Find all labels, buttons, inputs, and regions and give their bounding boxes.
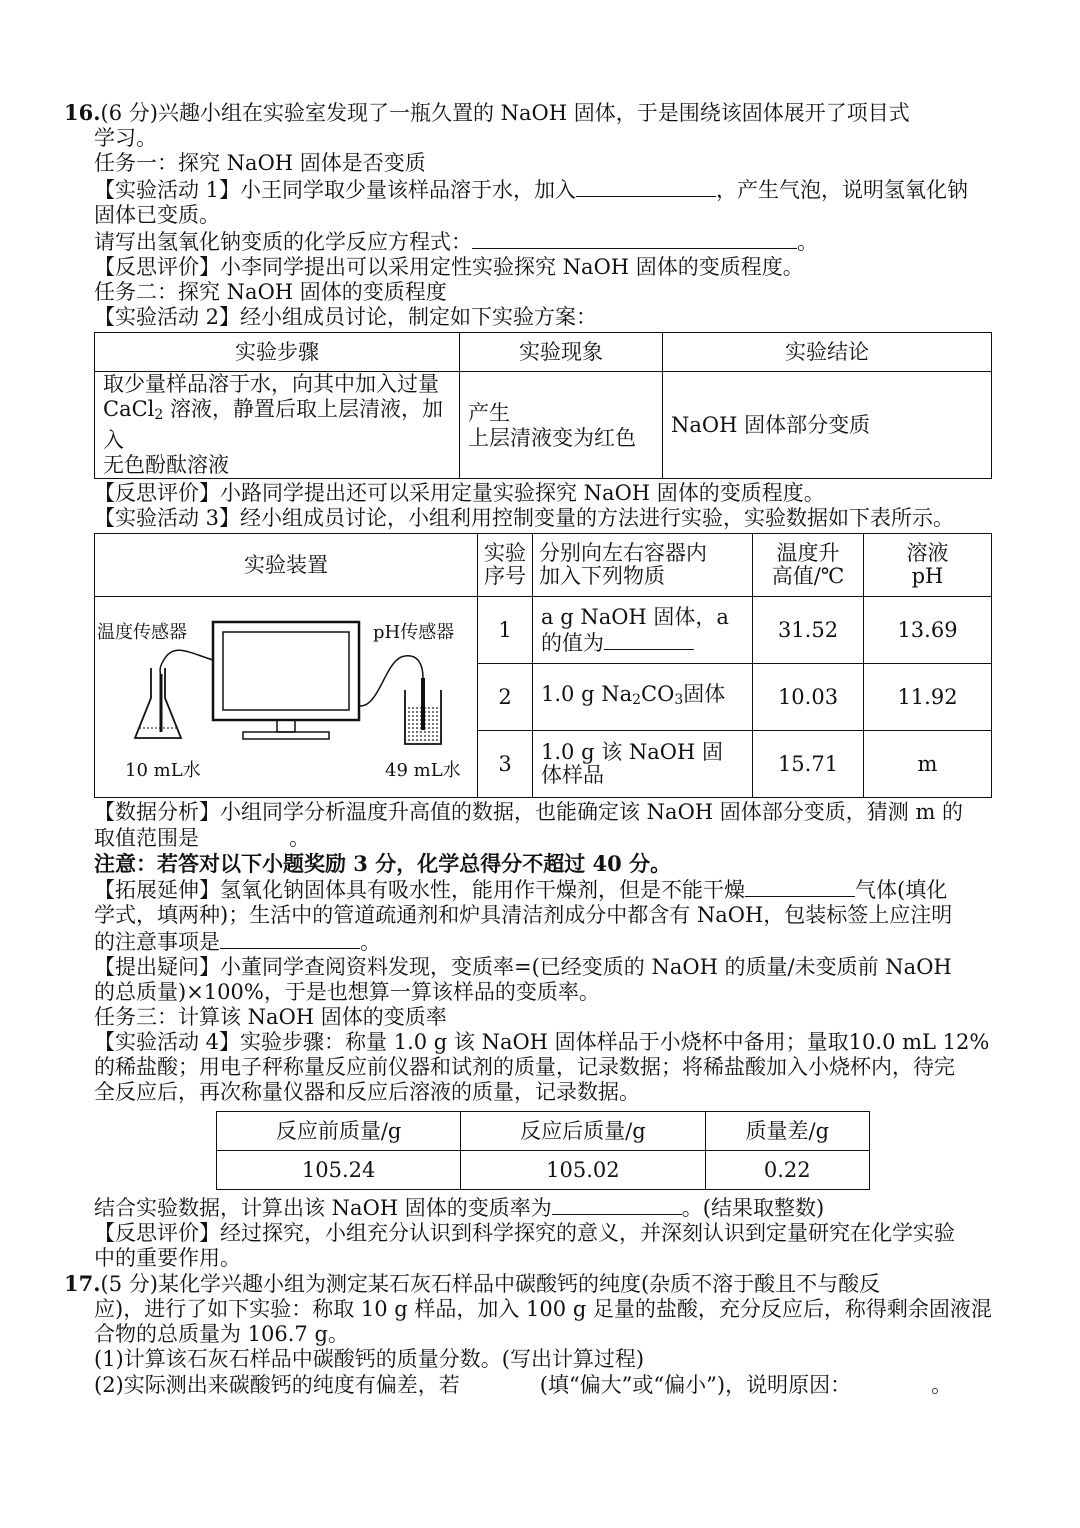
- activity4-line3: 全反应后，再次称量仪器和反应后溶液的质量，记录数据。: [94, 1080, 640, 1104]
- activity1-line2: 固体已变质。: [94, 203, 220, 227]
- q17-part2: (2)实际测出来碳酸钙的纯度有偏差，若 (填“偏大”或“偏小”)，说明原因： 。: [94, 1373, 953, 1397]
- right-water-label: 49 mL水: [385, 760, 461, 781]
- reflect3-line1: 【反思评价】经过探究，小组充分认识到科学探究的意义，并深刻认识到定量研究在化学实验: [94, 1221, 955, 1245]
- analysis-line1: 【数据分析】小组同学分析温度升高值的数据，也能确定该 NaOH 固体部分变质，猜测 m 的: [94, 800, 964, 824]
- table2-header-substance: 分别向左右容器内 加入下列物质: [533, 534, 753, 597]
- bias-answer-blank[interactable]: [460, 1372, 540, 1392]
- mass-table: [216, 1111, 870, 1190]
- table1-phenomenon-cell: 产生 上层清液变为红色: [460, 372, 663, 479]
- table1-conclusion-cell: NaOH 固体部分变质: [663, 372, 992, 479]
- q17-line2: 应)，进行了如下实验：称取 10 g 样品，加入 100 g 足量的盐酸，充分反应后，称得剩余固液混: [94, 1297, 992, 1321]
- table3-after-value: 105.02: [461, 1151, 705, 1190]
- row2-substance: 1.0 g $Na_2CO_3$固体: [533, 664, 753, 731]
- gas-answer-blank[interactable]: [745, 876, 855, 897]
- m-range-answer-blank[interactable]: [199, 825, 289, 845]
- table1-header-phenomenon: 实验现象: [460, 333, 663, 372]
- reason-answer-blank[interactable]: [851, 1372, 931, 1392]
- reflect1: 【反思评价】小李同学提出可以采用定性实验探究 NaOH 固体的变质程度。: [94, 255, 804, 279]
- row3-seq: 3: [478, 731, 533, 798]
- temp-sensor-label: 温度传感器: [97, 622, 187, 643]
- bonus-note: 注意：若答对以下小题奖励 3 分，化学总得分不超过 40 分。: [94, 851, 672, 876]
- reflect3-line2: 中的重要作用。: [94, 1246, 241, 1270]
- table1-step-cell: 取少量样品溶于水，向其中加入过量 CaCl$_2$ 溶液，静置后取上层清液，加入 无色酚酞溶液: [95, 372, 460, 479]
- table1-header-conclusion: 实验结论: [663, 333, 992, 372]
- caution-answer-blank[interactable]: [220, 928, 360, 949]
- q16-number: 16.: [64, 100, 101, 125]
- row1-substance: a g NaOH 固体，a 的值为: [533, 597, 753, 664]
- table2-header-device: 实验装置: [95, 534, 478, 597]
- row3-substance: 1.0 g 该 NaOH 固 体样品: [533, 731, 753, 798]
- monitor-icon: [213, 622, 359, 720]
- reagent-answer-blank[interactable]: [576, 176, 716, 197]
- ph-sensor-label: pH传感器: [373, 622, 455, 643]
- extend-line3: 的注意事项是 。: [94, 930, 381, 954]
- conical-flask-icon: [135, 668, 181, 738]
- exam-page: [64, 100, 994, 1398]
- apparatus-drawing: [95, 598, 475, 796]
- row2-ph: 11.92: [864, 664, 992, 731]
- table3-before-value: 105.24: [217, 1151, 461, 1190]
- left-water-label: 10 mL水: [125, 760, 201, 781]
- task3-heading: 任务三：计算该 NaOH 固体的变质率: [94, 1005, 447, 1029]
- row1-ph: 13.69: [864, 597, 992, 664]
- activity1-line1: 【实验活动 1】小王同学取少量该样品溶于水，加入 ，产生气泡，说明氢氧化钠: [94, 178, 969, 202]
- quant-table: [94, 533, 992, 798]
- equation-answer-blank[interactable]: [472, 228, 797, 249]
- row3-temp: 15.71: [753, 731, 864, 798]
- plan-table: [94, 332, 992, 479]
- row2-seq: 2: [478, 664, 533, 731]
- table1-header-steps: 实验步骤: [95, 333, 460, 372]
- task1-heading: 任务一：探究 NaOH 固体是否变质: [94, 151, 426, 175]
- activity4-line1: 【实验活动 4】实验步骤：称量 1.0 g 该 NaOH 固体样品于小烧杯中备用；量取10.0 mL 12%: [94, 1030, 990, 1054]
- table2-header-temp: 温度升 高值/℃: [753, 534, 864, 597]
- table2-header-ph: 溶液 pH: [864, 534, 992, 597]
- apparatus-diagram: [95, 598, 475, 796]
- q17-number: 17.: [64, 1271, 101, 1296]
- question-line1: 【提出疑问】小董同学查阅资料发现，变质率=(已经变质的 NaOH 的质量/未变质前 NaOH: [94, 955, 952, 979]
- table3-header-after: 反应后质量/g: [461, 1112, 705, 1151]
- q16-intro-line1: 16.(6 分)兴趣小组在实验室发现了一瓶久置的 NaOH 固体，于是围绕该固体展开了项目式: [64, 100, 910, 125]
- table2-header-seq: 实验 序号: [478, 534, 533, 597]
- phenomenon-answer-blank[interactable]: [510, 400, 610, 420]
- activity2: 【实验活动 2】经小组成员讨论，制定如下实验方案：: [94, 305, 598, 329]
- activity4-line2: 的稀盐酸；用电子秤称量反应前仪器和试剂的质量，记录数据；将稀盐酸加入小烧杯内，待完: [94, 1055, 955, 1079]
- table3-diff-value: 0.22: [705, 1151, 869, 1190]
- q17-line3: 合物的总质量为 106.7 g。: [94, 1322, 349, 1346]
- equation-prompt: 请写出氢氧化钠变质的化学反应方程式： 。: [94, 230, 818, 254]
- apparatus-cell: [95, 597, 478, 798]
- q17-line1: 17.(5 分)某化学兴趣小组为测定某石灰石样品中碳酸钙的纯度(杂质不溶于酸且不与酸反: [64, 1271, 881, 1296]
- table3-header-before: 反应前质量/g: [217, 1112, 461, 1151]
- row1-temp: 31.52: [753, 597, 864, 664]
- row1-seq: 1: [478, 597, 533, 664]
- result-line: 结合实验数据，计算出该 NaOH 固体的变质率为 。(结果取整数): [94, 1196, 825, 1220]
- rate-answer-blank[interactable]: [552, 1194, 682, 1215]
- activity3: 【实验活动 3】经小组成员讨论，小组利用控制变量的方法进行实验，实验数据如下表所示。: [94, 506, 955, 530]
- row2-temp: 10.03: [753, 664, 864, 731]
- extend-line2: 学式，填两种)；生活中的管道疏通剂和炉具清洁剂成分中都含有 NaOH，包装标签上应注明: [94, 903, 953, 927]
- a-value-answer-blank[interactable]: [604, 629, 694, 650]
- question-line2: 的总质量)×100%，于是也想算一算该样品的变质率。: [94, 980, 600, 1004]
- table3-header-diff: 质量差/g: [705, 1112, 869, 1151]
- reflect2: 【反思评价】小路同学提出还可以采用定量实验探究 NaOH 固体的变质程度。: [94, 481, 825, 505]
- row3-ph: m: [864, 731, 992, 798]
- task2-heading: 任务二：探究 NaOH 固体的变质程度: [94, 280, 447, 304]
- q17-part1: (1)计算该石灰石样品中碳酸钙的质量分数。(写出计算过程): [94, 1347, 645, 1371]
- q16-intro-line2: 学习。: [94, 126, 157, 150]
- analysis-line2: 取值范围是 。: [94, 826, 310, 850]
- extend-line1: 【拓展延伸】氢氧化钠固体具有吸水性，能用作干燥剂，但是不能干燥 气体(填化: [94, 878, 948, 902]
